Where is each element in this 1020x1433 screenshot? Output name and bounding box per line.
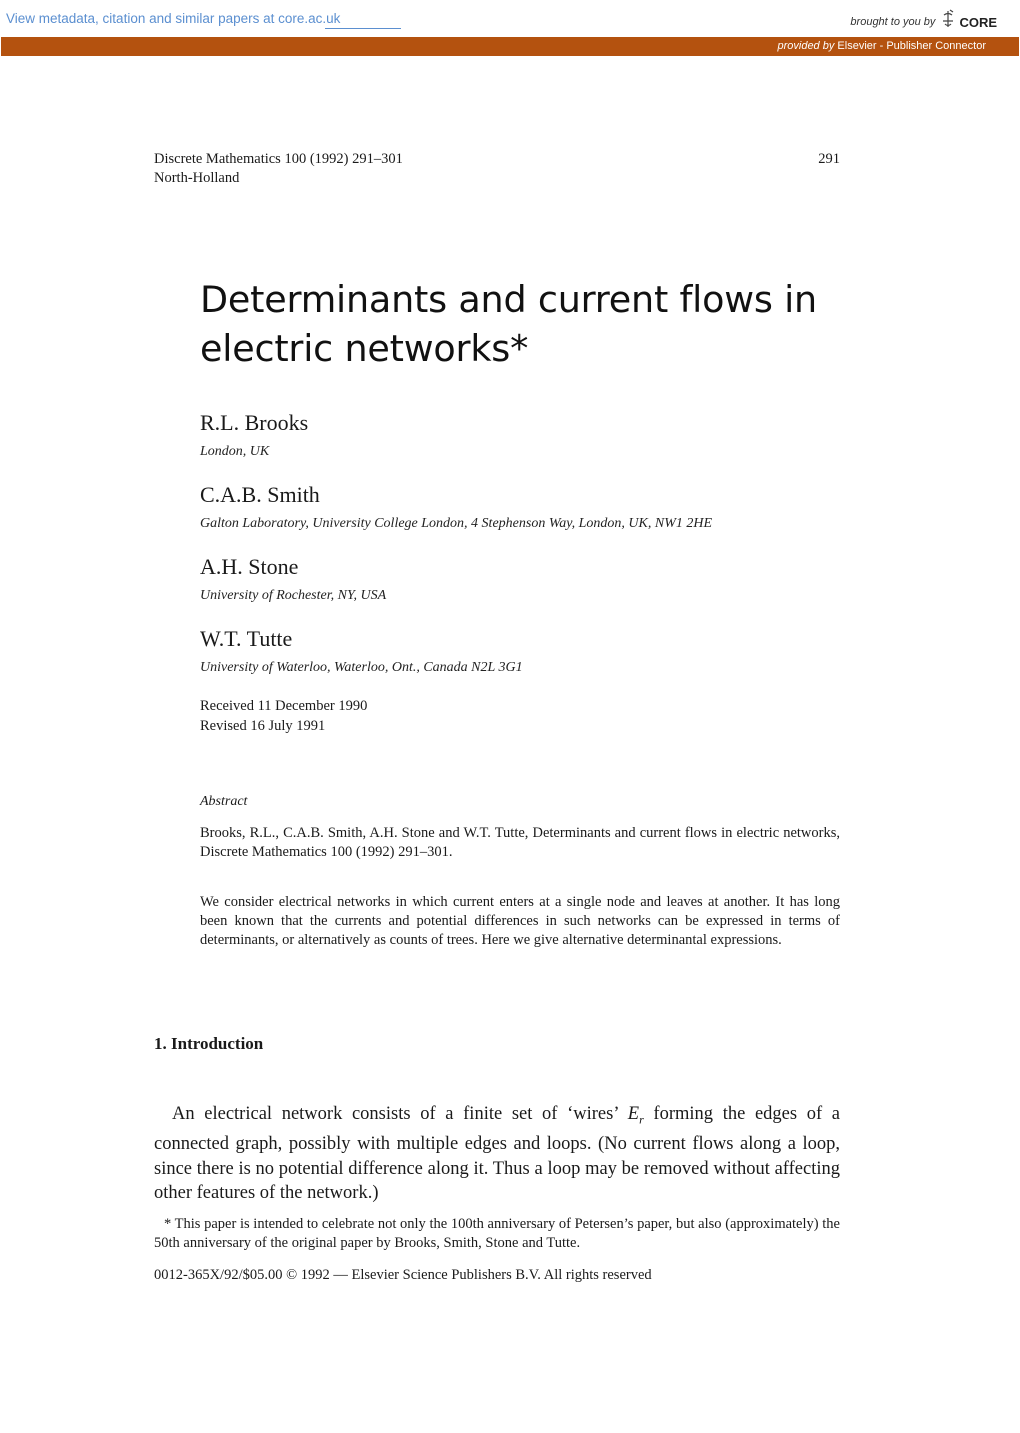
revised-date: Revised 16 July 1991 (200, 718, 326, 734)
core-brand[interactable]: CORE (959, 14, 997, 30)
page-number: 291 (818, 151, 840, 167)
paper-title (200, 275, 860, 373)
author-name: R.L. Brooks (200, 410, 309, 435)
wire-subscript: r (639, 1112, 644, 1127)
copyright-line: 0012-365X/92/$05.00 © 1992 — Elsevier Science Publishers B.V. All rights reserved (154, 1267, 652, 1283)
intro-text-before: An electrical network consists of a finite set of ‘wires’ (172, 1104, 628, 1124)
journal-publisher: North-Holland (154, 170, 240, 186)
title-line-2: electric networks* (200, 327, 529, 370)
author-name: C.A.B. Smith (200, 482, 320, 507)
section-heading: 1. Introduction (154, 1034, 264, 1053)
author-affiliation: University of Waterloo, Waterloo, Ont., Canada N2L 3G1 (200, 660, 523, 675)
abstract-citation: Brooks, R.L., C.A.B. Smith, A.H. Stone and W.T. Tutte, Determinants and current flows in electric networks, Discrete Mathematics 100 (1992) 291–301. (200, 825, 840, 860)
core-metadata-link[interactable]: View metadata, citation and similar papers at core.ac.uk (6, 11, 341, 26)
core-logo-icon (941, 9, 955, 29)
intro-paragraph (154, 1102, 840, 1206)
dates (200, 696, 367, 736)
core-banner (0, 0, 1020, 36)
core-brought-by (850, 12, 997, 32)
footnote: * This paper is intended to celebrate not only the 100th anniversary of Petersen’s paper, but also (approximately) the 50th anniversary of the original paper by Brooks, Smith, Stone and Tutte. (154, 1216, 840, 1251)
abstract-text: We consider electrical networks in which current enters at a single node and leaves at another. It has long been known that the currents and potential differences in such networks can be expressed in terms of determinants, or alternatively as counts of trees. Here we give alternative determinantal expressions. (200, 894, 840, 948)
author-name: A.H. Stone (200, 554, 299, 579)
provided-by-label: provided by (777, 40, 835, 52)
intro-text-after: forming the edges of a connected graph, possibly with multiple edges and loops. (No current flows along a loop, since there is no potential difference along it. Thus a loop may be removed without affecting other features of the network.) (154, 1104, 840, 1204)
abstract-heading: Abstract (200, 794, 248, 809)
core-provider (777, 40, 986, 52)
journal-citation: Discrete Mathematics 100 (1992) 291–301 (154, 151, 403, 167)
journal-header (154, 150, 840, 188)
author-name: W.T. Tutte (200, 626, 293, 651)
wire-symbol: E (627, 1104, 640, 1124)
author-affiliation: London, UK (200, 444, 270, 459)
core-link-underline (325, 28, 401, 29)
title-line-1: Determinants and current flows in (200, 278, 817, 321)
author-affiliation: University of Rochester, NY, USA (200, 588, 387, 603)
core-provider-bar (1, 37, 1019, 56)
received-date: Received 11 December 1990 (200, 698, 368, 714)
provider-name[interactable]: Elsevier - Publisher Connector (837, 40, 986, 52)
author-affiliation: Galton Laboratory, University College London, 4 Stephenson Way, London, UK, NW1 2HE (200, 516, 713, 531)
brought-by-label: brought to you by (850, 16, 936, 28)
